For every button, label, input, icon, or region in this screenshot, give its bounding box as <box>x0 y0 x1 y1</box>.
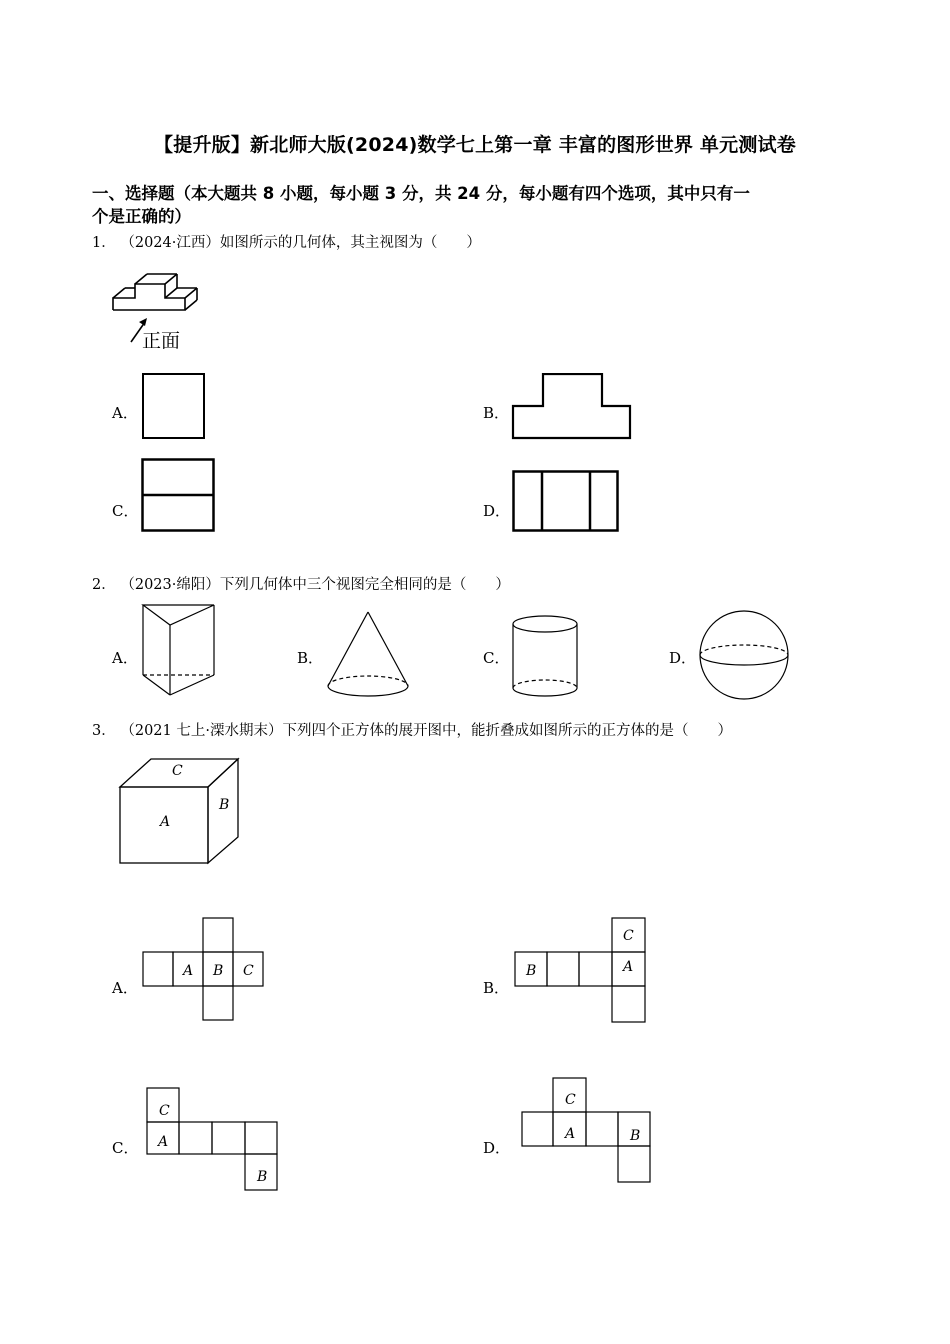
q2-option-c-label[interactable]: C． <box>483 649 510 667</box>
q1-option-a-label[interactable]: A． <box>112 404 138 422</box>
net-a-letter-b: B <box>213 963 224 979</box>
net-a-letter-a: A <box>183 963 194 979</box>
q2-cylinder <box>511 614 581 700</box>
question-1-number: 1． <box>92 235 116 251</box>
q1-option-d-figure <box>512 470 620 533</box>
question-3-text: （2021 七上·溧水期末）下列四个正方体的展开图中，能折叠成如图所示的正方体的是（ ） <box>120 723 732 739</box>
net-d-letter-c: C <box>565 1092 576 1108</box>
q1-option-d-label[interactable]: D． <box>483 502 511 520</box>
section-heading <box>92 182 872 228</box>
page-title: 【提升版】新北师大版(2024)数学七上第一章 丰富的图形世界 单元测试卷 <box>154 134 796 156</box>
q2-option-d-label[interactable]: D． <box>669 649 697 667</box>
question-2-number: 2． <box>92 577 116 593</box>
q2-option-b-label[interactable]: B． <box>297 649 324 667</box>
q1-option-a-figure <box>142 373 206 441</box>
q3-option-c-label[interactable]: C． <box>112 1139 139 1157</box>
net-b-letter-a: A <box>623 959 634 975</box>
net-a-letter-c: C <box>243 963 254 979</box>
cube-face-front-letter: A <box>160 814 171 830</box>
net-c-letter-c: C <box>159 1103 170 1119</box>
front-view-label: 正面 <box>142 330 181 352</box>
q3-option-d-label[interactable]: D． <box>483 1139 511 1157</box>
q2-triangular-prism <box>140 603 220 698</box>
net-b-letter-b: B <box>526 963 537 979</box>
q3-option-a-label[interactable]: A． <box>112 979 138 997</box>
section-heading-line1: 一、选择题（本大题共 8 小题，每小题 3 分，共 24 分，每小题有四个选项，其中只有一 <box>92 184 750 203</box>
q2-cone <box>325 610 411 698</box>
net-d-letter-a: A <box>565 1126 576 1142</box>
q3-option-c-net <box>145 1086 281 1194</box>
q3-cube-figure <box>118 755 244 867</box>
cube-face-top-letter: C <box>172 763 183 779</box>
question-2 <box>92 573 510 594</box>
net-d-letter-b: B <box>630 1128 641 1144</box>
question-3-number: 3． <box>92 723 116 739</box>
q3-option-d-net <box>520 1076 654 1186</box>
q3-option-b-net <box>513 916 649 1026</box>
question-2-text: （2023·绵阳）下列几何体中三个视图完全相同的是（ ） <box>120 577 510 593</box>
section-heading-line2: 个是正确的） <box>92 207 191 226</box>
q2-sphere <box>698 609 792 701</box>
q2-option-a-label[interactable]: A． <box>112 649 138 667</box>
q3-option-a-net <box>142 916 266 1024</box>
q1-option-c-figure <box>141 458 216 533</box>
cube-face-right-letter: B <box>219 797 230 813</box>
question-3 <box>92 719 732 740</box>
question-1-text: （2024·江西）如图所示的几何体，其主视图为（ ） <box>120 235 481 251</box>
net-b-letter-c: C <box>623 928 634 944</box>
q3-option-b-label[interactable]: B． <box>483 979 510 997</box>
net-c-letter-b: B <box>257 1169 268 1185</box>
q1-option-b-figure <box>511 373 633 441</box>
net-c-letter-a: A <box>158 1134 169 1150</box>
q1-option-c-label[interactable]: C． <box>112 502 139 520</box>
q1-option-b-label[interactable]: B． <box>483 404 510 422</box>
question-1 <box>92 231 481 252</box>
